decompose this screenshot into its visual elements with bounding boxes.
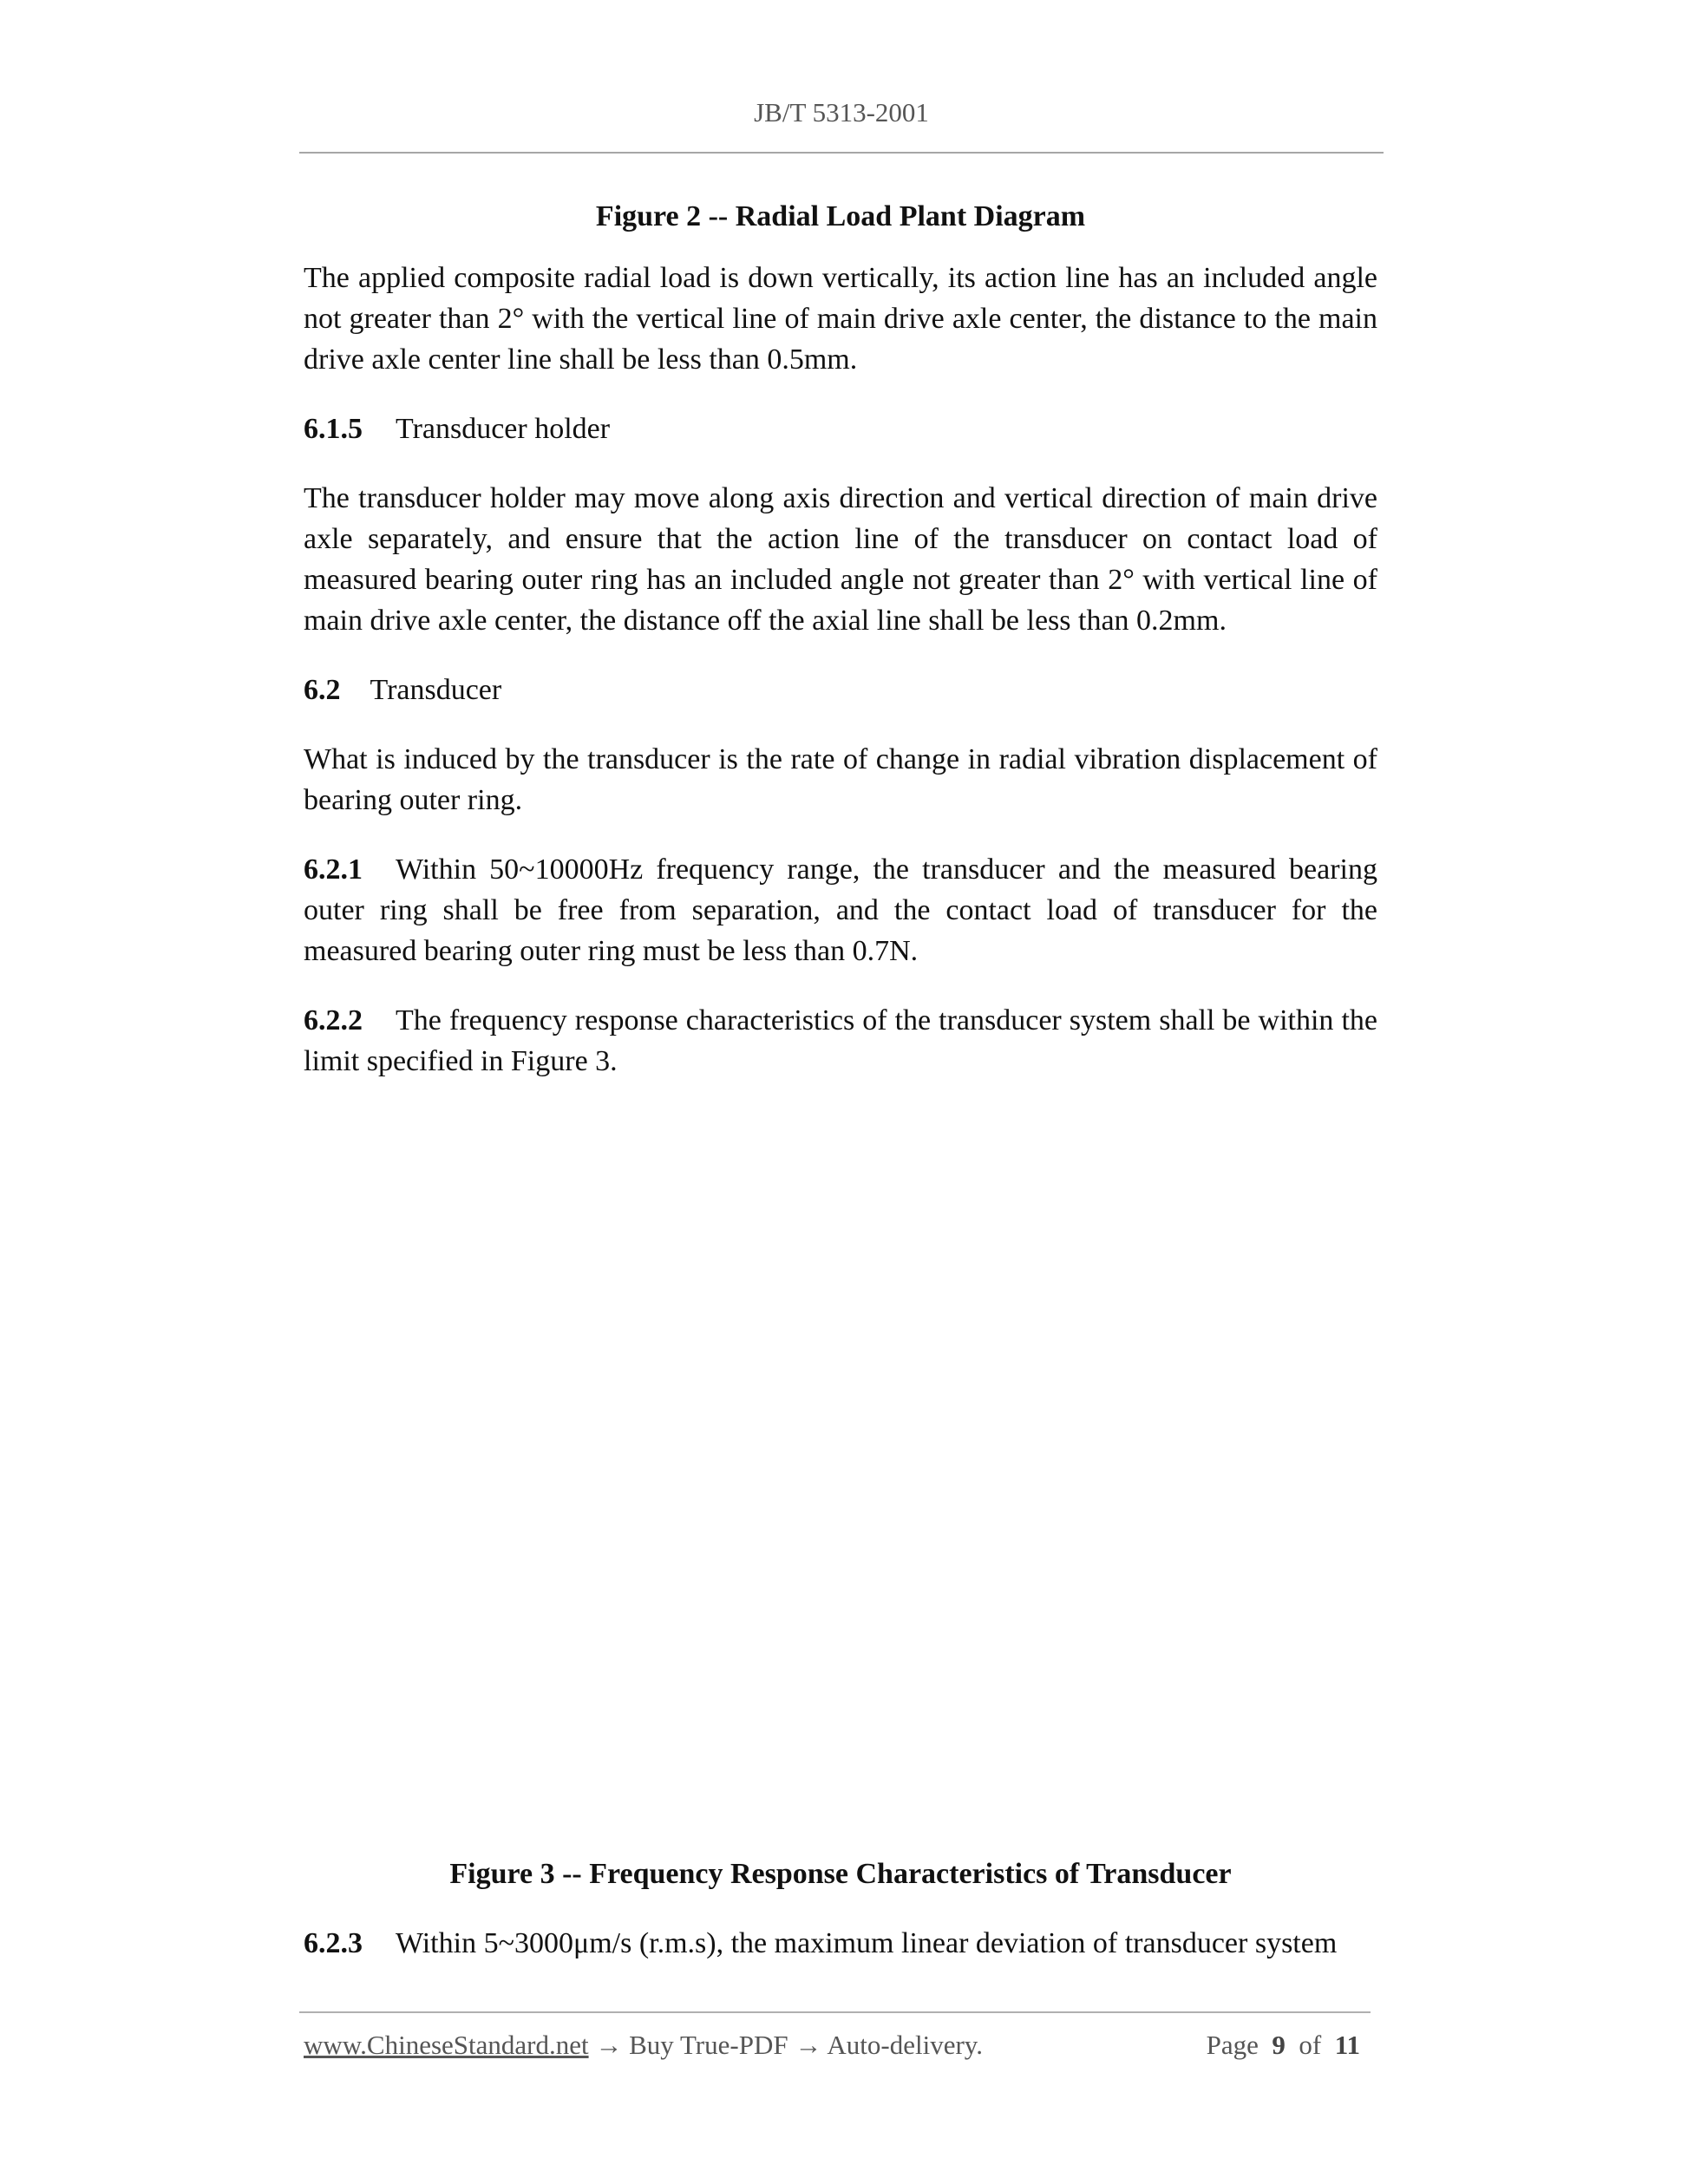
section-number: 6.2.2 [304,1004,363,1036]
section-text: Within 50~10000Hz frequency range, the transducer and the measured bearing outer ring shall be free from separation, and the contact load of transducer for the measured bearing outer ring must be less than 0.7N. [304,853,1377,967]
paragraph-transducer-holder: The transducer holder may move along axis direction and vertical direction of main drive axle separately, and ensure that the action line of the transducer on contact load of measured bearing outer ring has an included angle not greater than 2° with vertical line of main drive axle center, the distance off the axial line shall be less than 0.2mm. [304,482,1377,637]
figure-3-block [304,1854,1377,1964]
section-6-2-3 [304,1923,1377,1964]
footer-divider [299,2011,1371,2013]
page-header: JB/T 5313-2001 [754,97,929,128]
figure-2-caption: Figure 2 -- Radial Load Plant Diagram [595,200,1086,232]
header-divider [299,152,1384,154]
total-pages-number: 11 [1334,2030,1360,2060]
section-text: The frequency response characteristics of the transducer system shall be within the limit specified in Figure 3. [304,1004,1377,1077]
footer-promo [304,2030,983,2061]
arrow-right-icon: → [795,2030,822,2060]
figure-3-caption: Figure 3 -- Frequency Response Characteristics of Transducer [449,1858,1232,1890]
buy-true-pdf-text: Buy True-PDF [629,2030,788,2060]
site-link[interactable]: www.ChineseStandard.net [304,2030,589,2060]
current-page-number: 9 [1272,2030,1286,2060]
section-number: 6.1.5 [304,413,363,445]
paragraph-transducer: What is induced by the transducer is the rate of change in radial vibration displacement of bearing outer ring. [304,743,1377,816]
figure-3-blank-area [304,1119,1377,1839]
arrow-right-icon: → [595,2030,623,2060]
section-title: Transducer holder [396,413,611,445]
of-label: of [1299,2030,1322,2060]
page-indicator [1207,2030,1360,2061]
section-6-2-1 [304,849,1377,971]
section-6-2-heading [304,670,1377,710]
section-text: Within 5~3000μm/s (r.m.s), the maximum linear deviation of transducer system [396,1927,1338,1959]
section-title: Transducer [370,674,502,706]
section-number: 6.2.1 [304,853,363,886]
page-label: Page [1206,2030,1259,2060]
section-6-2-2 [304,1000,1377,1082]
section-number: 6.2 [304,674,341,706]
section-number: 6.2.3 [304,1927,363,1959]
section-6-1-5-heading [304,409,1377,449]
paragraph-radial-load: The applied composite radial load is down vertically, its action line has an included angle not greater than 2° with the vertical line of main drive axle center, the distance to the main drive axle center line shall be less than 0.5mm. [304,262,1377,376]
page-body [304,196,1377,1082]
auto-delivery-text: Auto-delivery. [827,2030,984,2060]
